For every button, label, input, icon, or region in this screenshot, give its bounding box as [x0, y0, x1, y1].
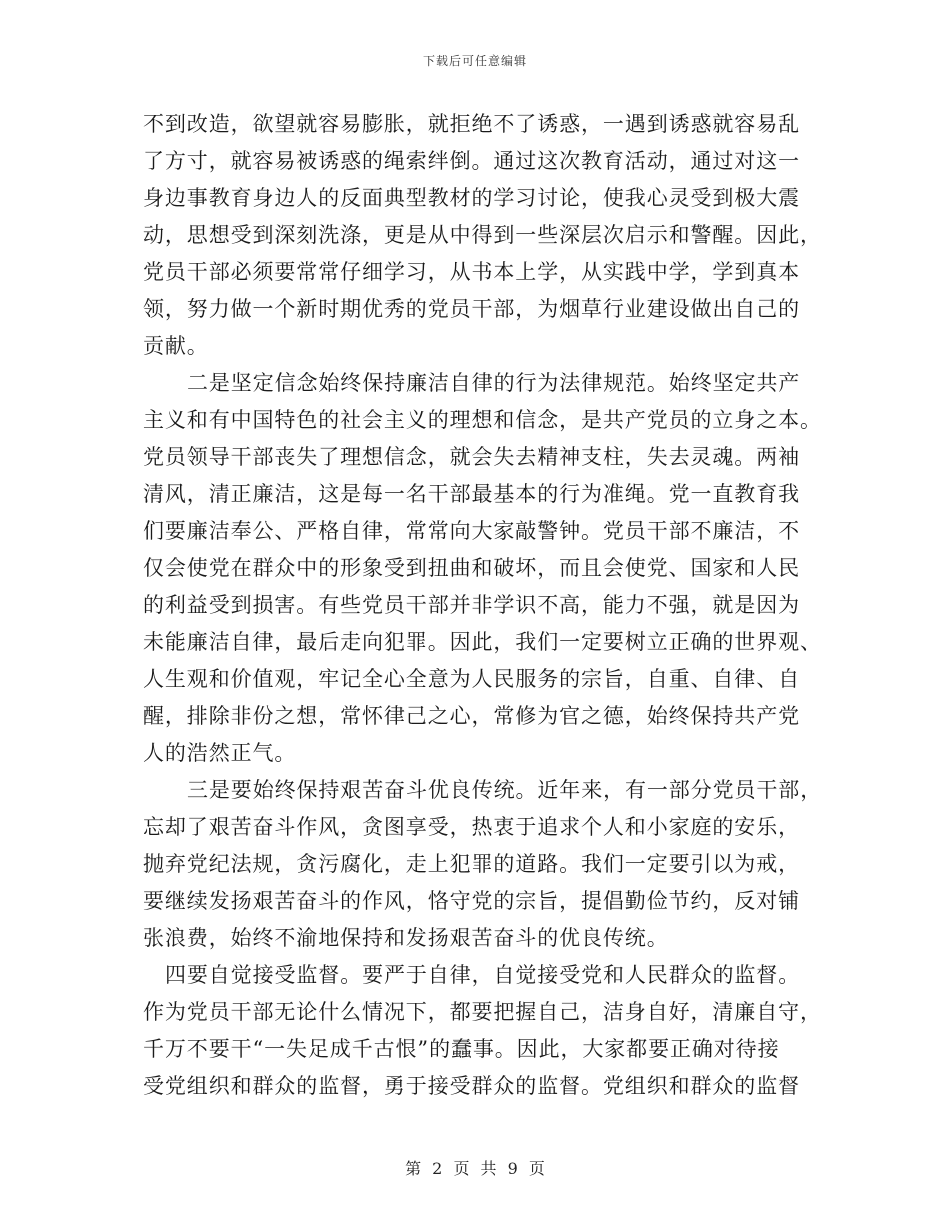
document-body	[143, 106, 823, 1105]
text-line: 醒，排除非份之想，常怀律己之心，常修为官之德，始终保持共产党	[143, 704, 800, 728]
text-line: 张浪费，始终不渝地保持和发扬艰苦奋斗的优良传统。	[143, 926, 669, 950]
text-line: 们要廉洁奉公、严格自律，常常向大家敲警钟。党员干部不廉洁，不	[143, 519, 800, 543]
text-line: 清风，清正廉洁，这是每一名干部最基本的行为准绳。党一直教育我	[143, 482, 800, 506]
text-line: 人生观和价值观，牢记全心全意为人民服务的宗旨，自重、自律、自	[143, 667, 800, 691]
text-line: 贡献。	[143, 334, 209, 358]
text-line: 人的浩然正气。	[143, 741, 297, 765]
text-line: 作为党员干部无论什么情况下，都要把握自己，洁身自好，清廉自守，	[143, 1000, 822, 1024]
text-line: 千万不要干“一失足成千古恨”的蠢事。因此，大家都要正确对待接	[143, 1037, 780, 1061]
page-footer: 第 2 页 共 9 页	[405, 1159, 545, 1178]
text-line: 主义和有中国特色的社会主义的理想和信念，是共产党员的立身之本。	[143, 408, 822, 432]
text-line: 忘却了艰苦奋斗作风，贪图享受，热衷于追求个人和小家庭的安乐，	[143, 815, 800, 839]
text-line: 动，思想受到深刻洗涤，更是从中得到一些深层次启示和警醒。因此，	[143, 223, 822, 247]
text-line: 党员领导干部丧失了理想信念，就会失去精神支柱，失去灵魂。两袖	[143, 445, 800, 469]
text-line: 仅会使党在群众中的形象受到扭曲和破坏，而且会使党、国家和人民	[143, 556, 800, 580]
text-line: 的利益受到损害。有些党员干部并非学识不高，能力不强，就是因为	[143, 593, 800, 617]
text-line: 领，努力做一个新时期优秀的党员干部，为烟草行业建设做出自己的	[143, 297, 800, 321]
paragraph-start-line: 四要自觉接受监督。要严于自律，自觉接受党和人民群众的监督。	[165, 963, 801, 987]
text-line: 党员干部必须要常常仔细学习，从书本上学，从实践中学，学到真本	[143, 260, 800, 284]
text-line: 抛弃党纪法规，贪污腐化，走上犯罪的道路。我们一定要引以为戒，	[143, 852, 800, 876]
text-line: 身边事教育身边人的反面典型教材的学习讨论，使我心灵受到极大震	[143, 186, 800, 210]
text-line: 了方寸，就容易被诱惑的绳索绊倒。通过这次教育活动，通过对这一	[143, 149, 800, 173]
page-header: 下载后可任意编辑	[422, 54, 527, 68]
paragraph-start-line: 三是要始终保持艰苦奋斗优良传统。近年来，有一部分党员干部，	[187, 778, 823, 802]
text-line: 受党组织和群众的监督，勇于接受群众的监督。党组织和群众的监督	[143, 1074, 800, 1098]
text-line: 不到改造，欲望就容易膨胀，就拒绝不了诱惑，一遇到诱惑就容易乱	[143, 112, 800, 136]
text-line: 要继续发扬艰苦奋斗的作风，恪守党的宗旨，提倡勤俭节约，反对铺	[143, 889, 800, 913]
text-line: 未能廉洁自律，最后走向犯罪。因此，我们一定要树立正确的世界观、	[143, 630, 822, 654]
paragraph-start-line: 二是坚定信念始终保持廉洁自律的行为法律规范。始终坚定共产	[187, 371, 801, 395]
